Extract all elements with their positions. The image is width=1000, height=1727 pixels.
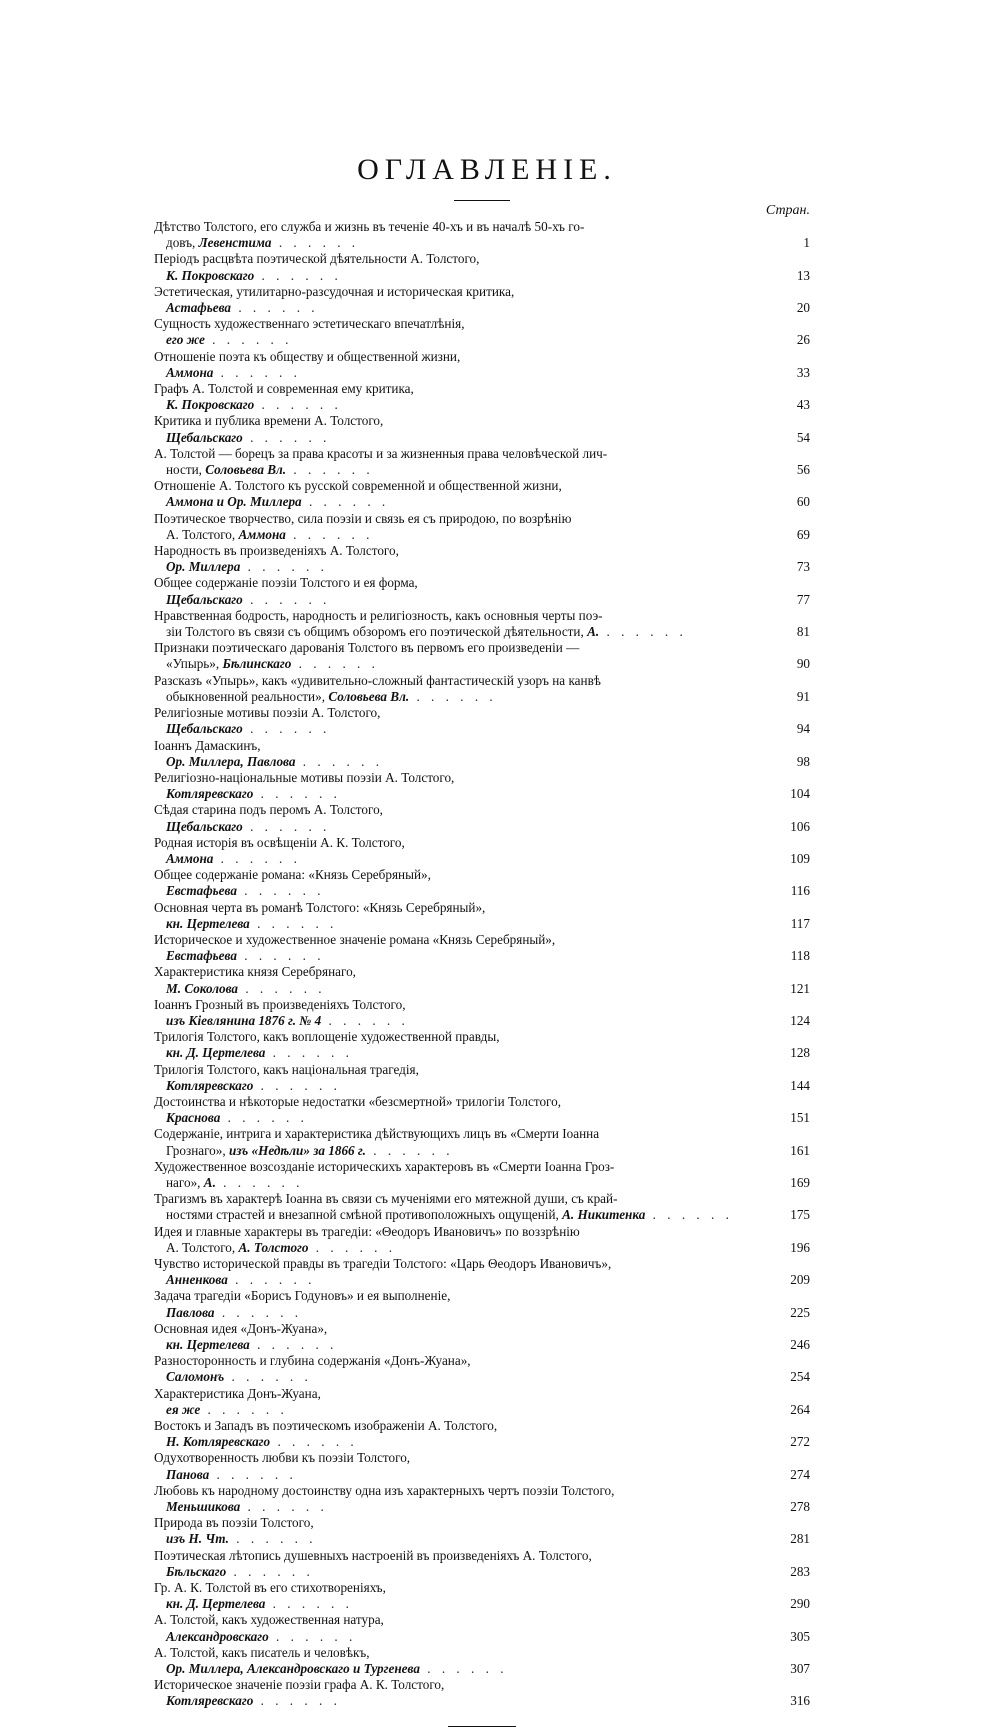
entry-title: Общее содержаніе поэзіи Толстого и ея форма, bbox=[154, 575, 418, 591]
entry-author: К. Покровскаго bbox=[166, 267, 255, 283]
entry-page-number: 272 bbox=[790, 1434, 810, 1450]
entry-continuation: Грознаго», bbox=[166, 1142, 229, 1158]
entry-page-number: 151 bbox=[790, 1110, 810, 1126]
entry-page-number: 281 bbox=[790, 1531, 810, 1547]
entry-author: Евстафьева bbox=[166, 948, 237, 964]
toc-entry bbox=[154, 1224, 810, 1256]
toc-entry bbox=[154, 867, 810, 899]
dot-leader: . . . . . . bbox=[240, 559, 328, 575]
page-title: ОГЛАВЛЕНІЕ. bbox=[357, 153, 617, 186]
entry-author: Меньшикова bbox=[166, 1499, 241, 1515]
dot-leader: . . . . . . bbox=[238, 980, 326, 996]
toc-entry bbox=[154, 219, 810, 251]
dot-leader: . . . . . . bbox=[200, 1401, 288, 1417]
dot-leader: . . . . . . bbox=[308, 1239, 397, 1255]
toc-entry bbox=[154, 1515, 810, 1547]
entry-author: Щебальскаго bbox=[166, 818, 243, 834]
toc-entry bbox=[154, 1256, 810, 1288]
toc-entry bbox=[154, 1418, 810, 1450]
entry-page-number: 305 bbox=[790, 1628, 810, 1644]
entry-title: Трилогія Толстого, какъ національная трагедія, bbox=[154, 1061, 419, 1077]
entry-page-number: 54 bbox=[796, 429, 810, 445]
dot-leader: . . . . . . bbox=[253, 786, 341, 802]
toc-entry bbox=[154, 770, 810, 802]
dot-leader: . . . . . . bbox=[227, 1272, 316, 1288]
toc-entry bbox=[154, 511, 810, 543]
entry-author: А. Толстого bbox=[238, 1239, 309, 1255]
entry-title: Нравственная бодрость, народность и религіозность, какъ основныя черты поэ- bbox=[154, 607, 603, 623]
entry-author: Котляревскаго bbox=[166, 786, 254, 802]
dot-leader: . . . . . . bbox=[242, 818, 331, 834]
entry-page-number: 290 bbox=[790, 1596, 810, 1612]
table-of-contents-page bbox=[154, 140, 810, 1727]
entry-author: Соловьева Вл. bbox=[328, 688, 410, 704]
entry-title: А. Толстой — борецъ за права красоты и за жизненныя права человѣческой лич- bbox=[154, 445, 608, 461]
entry-continuation: ностями страстей и внезапной смѣной противоположныхъ ощущеній, bbox=[166, 1207, 563, 1223]
entry-page-number: 109 bbox=[790, 850, 810, 866]
entry-title: Сѣдая старина подъ перомъ А. Толстого, bbox=[154, 802, 383, 818]
entry-page-number: 246 bbox=[790, 1337, 810, 1353]
toc-entry bbox=[154, 900, 810, 932]
entry-author: Щебальскаго bbox=[166, 429, 243, 445]
entry-page-number: 278 bbox=[790, 1499, 810, 1515]
toc-entry bbox=[154, 1094, 810, 1126]
entry-author: Павлова bbox=[166, 1304, 215, 1320]
entry-title: Одухотворенность любви къ поэзіи Толстого, bbox=[154, 1450, 411, 1466]
dot-leader: . . . . . . bbox=[213, 850, 301, 866]
entry-page-number: 116 bbox=[790, 883, 810, 899]
entry-page-number: 94 bbox=[796, 721, 810, 737]
toc-entry bbox=[154, 1580, 810, 1612]
toc-entry bbox=[154, 835, 810, 867]
entry-author: Левенстима bbox=[198, 235, 272, 251]
dot-leader: . . . . . . bbox=[253, 1693, 341, 1709]
dot-leader: . . . . . . bbox=[204, 332, 293, 348]
entry-continuation: зіи Толстого въ связи съ общимъ обзоромъ его поэтической дѣятельности, bbox=[166, 624, 588, 640]
entry-continuation: А. Толстого, bbox=[166, 1239, 239, 1255]
entry-author: Астафьева bbox=[166, 300, 232, 316]
entry-title: Достоинства и нѣкоторые недостатки «безсмертной» трилогіи Толстого, bbox=[154, 1093, 562, 1109]
entry-page-number: 77 bbox=[796, 591, 810, 607]
entry-author: Щебальскаго bbox=[166, 721, 243, 737]
entry-author: Аммона bbox=[166, 364, 214, 380]
entry-continuation: довъ, bbox=[166, 235, 199, 251]
entry-author: М. Соколова bbox=[166, 980, 239, 996]
toc-entry bbox=[154, 1450, 810, 1482]
entry-page-number: 175 bbox=[790, 1207, 810, 1223]
dot-leader: . . . . . . bbox=[291, 656, 379, 672]
entry-page-number: 144 bbox=[790, 1077, 810, 1093]
dot-leader: . . . . . . bbox=[409, 688, 497, 704]
dot-leader: . . . . . . bbox=[253, 1077, 341, 1093]
entry-page-number: 69 bbox=[796, 526, 810, 542]
entry-title: Іоаннъ Грозный въ произведеніяхъ Толстого, bbox=[154, 996, 406, 1012]
entry-title: Идея и главные характеры въ трагедіи: «Θеодоръ Ивановичъ» по воззрѣнію bbox=[154, 1223, 580, 1239]
entry-page-number: 91 bbox=[796, 688, 810, 704]
entry-author: Ор. Миллера bbox=[166, 559, 241, 575]
dot-leader: . . . . . . bbox=[285, 526, 374, 542]
toc-entry bbox=[154, 316, 810, 348]
entry-page-number: 316 bbox=[790, 1693, 810, 1709]
entry-page-number: 33 bbox=[796, 364, 810, 380]
entry-page-number: 1 bbox=[803, 235, 810, 251]
toc-entry bbox=[154, 1126, 810, 1158]
entry-title: Родная исторія въ освѣщеніи А. К. Толстого, bbox=[154, 834, 405, 850]
entry-page-number: 121 bbox=[790, 980, 810, 996]
entry-author: изъ Кіевлянина 1876 г. № 4 bbox=[166, 1012, 322, 1028]
entry-page-number: 56 bbox=[796, 462, 810, 478]
entry-author: Саломонъ bbox=[166, 1369, 225, 1385]
toc-entry bbox=[154, 1062, 810, 1094]
entry-title: Художественное возсозданіе историческихъ характеровъ въ «Смерти Іоанна Гроз- bbox=[154, 1158, 615, 1174]
dot-leader: . . . . . . bbox=[231, 300, 319, 316]
entry-title: Историческое и художественное значеніе романа «Князь Серебряный», bbox=[154, 931, 556, 947]
entry-title: А. Толстой, какъ писатель и человѣкъ, bbox=[154, 1644, 370, 1660]
dot-leader: . . . . . . bbox=[226, 1563, 314, 1579]
dot-leader: . . . . . . bbox=[645, 1207, 733, 1223]
entry-title: Дѣтство Толстого, его служба и жизнь въ теченіе 40-хъ и въ началѣ 50-хъ го- bbox=[154, 219, 585, 234]
entry-continuation: «Упырь», bbox=[166, 656, 223, 672]
entry-title: Природа въ поэзіи Толстого, bbox=[154, 1515, 314, 1531]
entry-page-number: 117 bbox=[790, 915, 810, 931]
entry-page-number: 283 bbox=[790, 1563, 810, 1579]
toc-entry bbox=[154, 284, 810, 316]
entry-title: Востокъ и Западъ въ поэтическомъ изображеніи А. Толстого, bbox=[154, 1418, 498, 1434]
dot-leader: . . . . . . bbox=[242, 721, 331, 737]
entry-page-number: 20 bbox=[796, 300, 810, 316]
entry-page-number: 73 bbox=[796, 559, 810, 575]
entry-title: Графъ А. Толстой и современная ему критика, bbox=[154, 381, 414, 397]
entry-author: Краснова bbox=[166, 1110, 221, 1126]
entry-page-number: 169 bbox=[790, 1174, 810, 1190]
dot-leader: . . . . . . bbox=[214, 1304, 303, 1320]
entry-title: Критика и публика времени А. Толстого, bbox=[154, 413, 384, 429]
entry-page-number: 225 bbox=[790, 1304, 810, 1320]
entry-author: кн. Д. Цертелева bbox=[166, 1596, 266, 1612]
toc-entry bbox=[154, 640, 810, 672]
toc-entry bbox=[154, 1029, 810, 1061]
dot-leader: . . . . . . bbox=[321, 1012, 409, 1028]
entry-title: Отношеніе А. Толстого къ русской современной и общественной жизни, bbox=[154, 478, 562, 494]
entry-title: Трагизмъ въ характерѣ Іоанна въ связи съ мученіями его мятежной души, съ край- bbox=[154, 1191, 618, 1207]
dot-leader: . . . . . . bbox=[242, 429, 331, 445]
entry-title: Поэтическое творчество, сила поэзіи и связь ея съ природою, по возрѣнію bbox=[154, 510, 572, 526]
entry-title: Гр. А. К. Толстой въ его стихотвореніяхъ, bbox=[154, 1580, 386, 1596]
entry-page-number: 196 bbox=[790, 1239, 810, 1255]
entry-page-number: 161 bbox=[790, 1142, 810, 1158]
dot-leader: . . . . . . bbox=[224, 1369, 312, 1385]
entry-page-number: 274 bbox=[790, 1466, 810, 1482]
entry-author: А. bbox=[203, 1174, 216, 1190]
entry-author: его же bbox=[166, 332, 205, 348]
entry-title: Историческое значеніе поэзіи графа А. К. Толстого, bbox=[154, 1677, 445, 1693]
entry-title: Любовь къ народному достоинству одна изъ характерныхъ чертъ поэзіи Толстого, bbox=[154, 1482, 615, 1498]
entry-author: Котляревскаго bbox=[166, 1077, 254, 1093]
toc-entry bbox=[154, 673, 810, 705]
entry-page-number: 98 bbox=[796, 753, 810, 769]
toc-entry bbox=[154, 381, 810, 413]
toc-entry bbox=[154, 1191, 810, 1223]
toc-entry bbox=[154, 1483, 810, 1515]
entry-page-number: 26 bbox=[796, 332, 810, 348]
dot-leader: . . . . . . bbox=[365, 1142, 454, 1158]
entry-author: Анненкова bbox=[166, 1272, 228, 1288]
entry-page-number: 124 bbox=[790, 1012, 810, 1028]
entry-title: Іоаннъ Дамаскинъ, bbox=[154, 737, 261, 753]
entry-page-number: 307 bbox=[790, 1661, 810, 1677]
dot-leader: . . . . . . bbox=[599, 624, 687, 640]
toc-entry bbox=[154, 251, 810, 283]
entry-author: Бѣльскаго bbox=[166, 1563, 227, 1579]
toc-entry bbox=[154, 1645, 810, 1677]
dot-leader: . . . . . . bbox=[242, 591, 331, 607]
entry-page-number: 128 bbox=[790, 1045, 810, 1061]
entry-page-number: 13 bbox=[796, 267, 810, 283]
entry-continuation: А. Толстого, bbox=[166, 526, 239, 542]
dot-leader: . . . . . . bbox=[268, 1628, 357, 1644]
dot-leader: . . . . . . bbox=[271, 235, 360, 251]
dot-leader: . . . . . . bbox=[419, 1661, 508, 1677]
entry-author: Аммона bbox=[238, 526, 286, 542]
entry-title: Поэтическая лѣтопись душевныхъ настроеній въ произведеніяхъ А. Толстого, bbox=[154, 1547, 592, 1563]
dot-leader: . . . . . . bbox=[236, 948, 325, 964]
entry-title: Религіозно-національные мотивы поэзіи А. Толстого, bbox=[154, 769, 455, 785]
dot-leader: . . . . . . bbox=[270, 1434, 358, 1450]
entry-author: Аммона и Ор. Миллера bbox=[166, 494, 302, 510]
toc-entry bbox=[154, 1353, 810, 1385]
toc-entry bbox=[154, 1386, 810, 1418]
dot-leader: . . . . . . bbox=[265, 1596, 353, 1612]
dot-leader: . . . . . . bbox=[254, 267, 342, 283]
entry-author: изъ «Недѣли» за 1866 г. bbox=[228, 1142, 366, 1158]
entry-author: Аммона bbox=[166, 850, 214, 866]
dot-leader: . . . . . . bbox=[265, 1045, 353, 1061]
entry-title: Характеристика князя Серебрянаго, bbox=[154, 964, 356, 980]
entry-author: ея же bbox=[166, 1401, 201, 1417]
dot-leader: . . . . . . bbox=[213, 364, 301, 380]
entry-author: Александровскаго bbox=[166, 1628, 269, 1644]
toc-entry bbox=[154, 802, 810, 834]
entry-title: Трилогія Толстого, какъ воплощеніе художественной правды, bbox=[154, 1029, 500, 1045]
page-column-label: Стран. bbox=[765, 203, 810, 218]
dot-leader: . . . . . . bbox=[249, 915, 338, 931]
entry-author: А. Никитенка bbox=[562, 1207, 646, 1223]
toc-entry bbox=[154, 1612, 810, 1644]
entry-title: Народность въ произведеніяхъ А. Толстого, bbox=[154, 543, 399, 559]
toc-entry bbox=[154, 1677, 810, 1709]
dot-leader: . . . . . . bbox=[220, 1110, 308, 1126]
entry-author: кн. Д. Цертелева bbox=[166, 1045, 266, 1061]
entry-title: Содержаніе, интрига и характеристика дѣйствующихъ лицъ въ «Смерти Іоанна bbox=[154, 1126, 600, 1142]
entry-page-number: 264 bbox=[790, 1401, 810, 1417]
toc-entry bbox=[154, 997, 810, 1029]
entry-page-number: 106 bbox=[790, 818, 810, 834]
dot-leader: . . . . . . bbox=[286, 462, 374, 478]
toc-entry bbox=[154, 1548, 810, 1580]
entry-author: Ор. Миллера, Александровскаго и Тургенева bbox=[166, 1661, 420, 1677]
entry-title: Періодъ расцвѣта поэтической дѣятельности А. Толстого, bbox=[154, 251, 480, 267]
entry-page-number: 81 bbox=[796, 624, 810, 640]
entry-title: Общее содержаніе романа: «Князь Серебряный», bbox=[154, 867, 431, 883]
toc-entry bbox=[154, 575, 810, 607]
toc-entry bbox=[154, 543, 810, 575]
entry-continuation: наго», bbox=[166, 1174, 204, 1190]
dot-leader: . . . . . . bbox=[215, 1174, 304, 1190]
entry-author: Ор. Миллера, Павлова bbox=[166, 753, 296, 769]
toc-entry bbox=[154, 413, 810, 445]
toc-entry bbox=[154, 1321, 810, 1353]
entry-title: Эстетическая, утилитарно-разсудочная и историческая критика, bbox=[154, 283, 515, 299]
entry-page-number: 254 bbox=[790, 1369, 810, 1385]
entry-title: Признаки поэтическаго дарованія Толстого въ первомъ его произведеніи — bbox=[154, 640, 580, 656]
toc-entry bbox=[154, 738, 810, 770]
entry-title: Чувство исторической правды въ трагедіи Толстого: «Царь Θеодоръ Ивановичъ», bbox=[154, 1256, 612, 1271]
entry-title: А. Толстой, какъ художественная натура, bbox=[154, 1612, 384, 1628]
entry-title: Религіозные мотивы поэзіи А. Толстого, bbox=[154, 705, 381, 721]
entry-page-number: 209 bbox=[790, 1272, 810, 1288]
entry-title: Основная идея «Донъ-Жуана», bbox=[154, 1320, 328, 1336]
entry-page-number: 60 bbox=[796, 494, 810, 510]
dot-leader: . . . . . . bbox=[240, 1499, 328, 1515]
toc-entry bbox=[154, 1159, 810, 1191]
entry-author: Н. Котляревскаго bbox=[166, 1434, 271, 1450]
entry-author: А. bbox=[587, 624, 600, 640]
toc-entry bbox=[154, 964, 810, 996]
toc-entry bbox=[154, 705, 810, 737]
title-divider bbox=[454, 200, 510, 201]
dot-leader: . . . . . . bbox=[209, 1466, 297, 1482]
entry-title: Разносторонность и глубина содержанія «Донъ-Жуана», bbox=[154, 1353, 471, 1369]
toc-entry bbox=[154, 1288, 810, 1320]
entry-author: Щебальскаго bbox=[166, 591, 243, 607]
entry-author: К. Покровскаго bbox=[166, 397, 255, 413]
dot-leader: . . . . . . bbox=[301, 494, 390, 510]
toc-entry bbox=[154, 608, 810, 640]
entry-page-number: 90 bbox=[796, 656, 810, 672]
entry-author: Бѣлинскаго bbox=[222, 656, 292, 672]
entry-page-number: 43 bbox=[796, 397, 810, 413]
entry-title: Задача трагедіи «Борисъ Годуновъ» и ея выполненіе, bbox=[154, 1288, 451, 1304]
entry-title: Основная черта въ романѣ Толстого: «Князь Серебряный», bbox=[154, 899, 486, 915]
entry-author: кн. Цертелева bbox=[166, 915, 250, 931]
dot-leader: . . . . . . bbox=[228, 1531, 317, 1547]
toc-entry bbox=[154, 478, 810, 510]
entry-author: Панова bbox=[166, 1466, 210, 1482]
toc-entry bbox=[154, 932, 810, 964]
dot-leader: . . . . . . bbox=[249, 1337, 338, 1353]
entry-author: Соловьева Вл. bbox=[205, 462, 287, 478]
entry-page-number: 118 bbox=[790, 948, 810, 964]
dot-leader: . . . . . . bbox=[254, 397, 342, 413]
entry-title: Разсказъ «Упырь», какъ «удивительно-сложный фантастическій узоръ на канвѣ bbox=[154, 672, 601, 688]
entry-title: Сущность художественнаго эстетическаго впечатлѣнія, bbox=[154, 316, 465, 332]
entry-title: Характеристика Донъ-Жуана, bbox=[154, 1385, 321, 1401]
entry-title: Отношеніе поэта къ обществу и общественной жизни, bbox=[154, 348, 461, 364]
entry-continuation: обыкновенной реальности», bbox=[166, 688, 329, 704]
entry-author: Евстафьева bbox=[166, 883, 237, 899]
toc-entry bbox=[154, 349, 810, 381]
dot-leader: . . . . . . bbox=[236, 883, 325, 899]
entry-author: изъ Н. Чт. bbox=[166, 1531, 229, 1547]
dot-leader: . . . . . . bbox=[295, 753, 384, 769]
entry-author: кн. Цертелева bbox=[166, 1337, 250, 1353]
toc-entries bbox=[154, 219, 810, 1710]
entry-page-number: 104 bbox=[790, 786, 810, 802]
toc-entry bbox=[154, 446, 810, 478]
entry-continuation: ности, bbox=[166, 462, 206, 478]
entry-author: Котляревскаго bbox=[166, 1693, 254, 1709]
